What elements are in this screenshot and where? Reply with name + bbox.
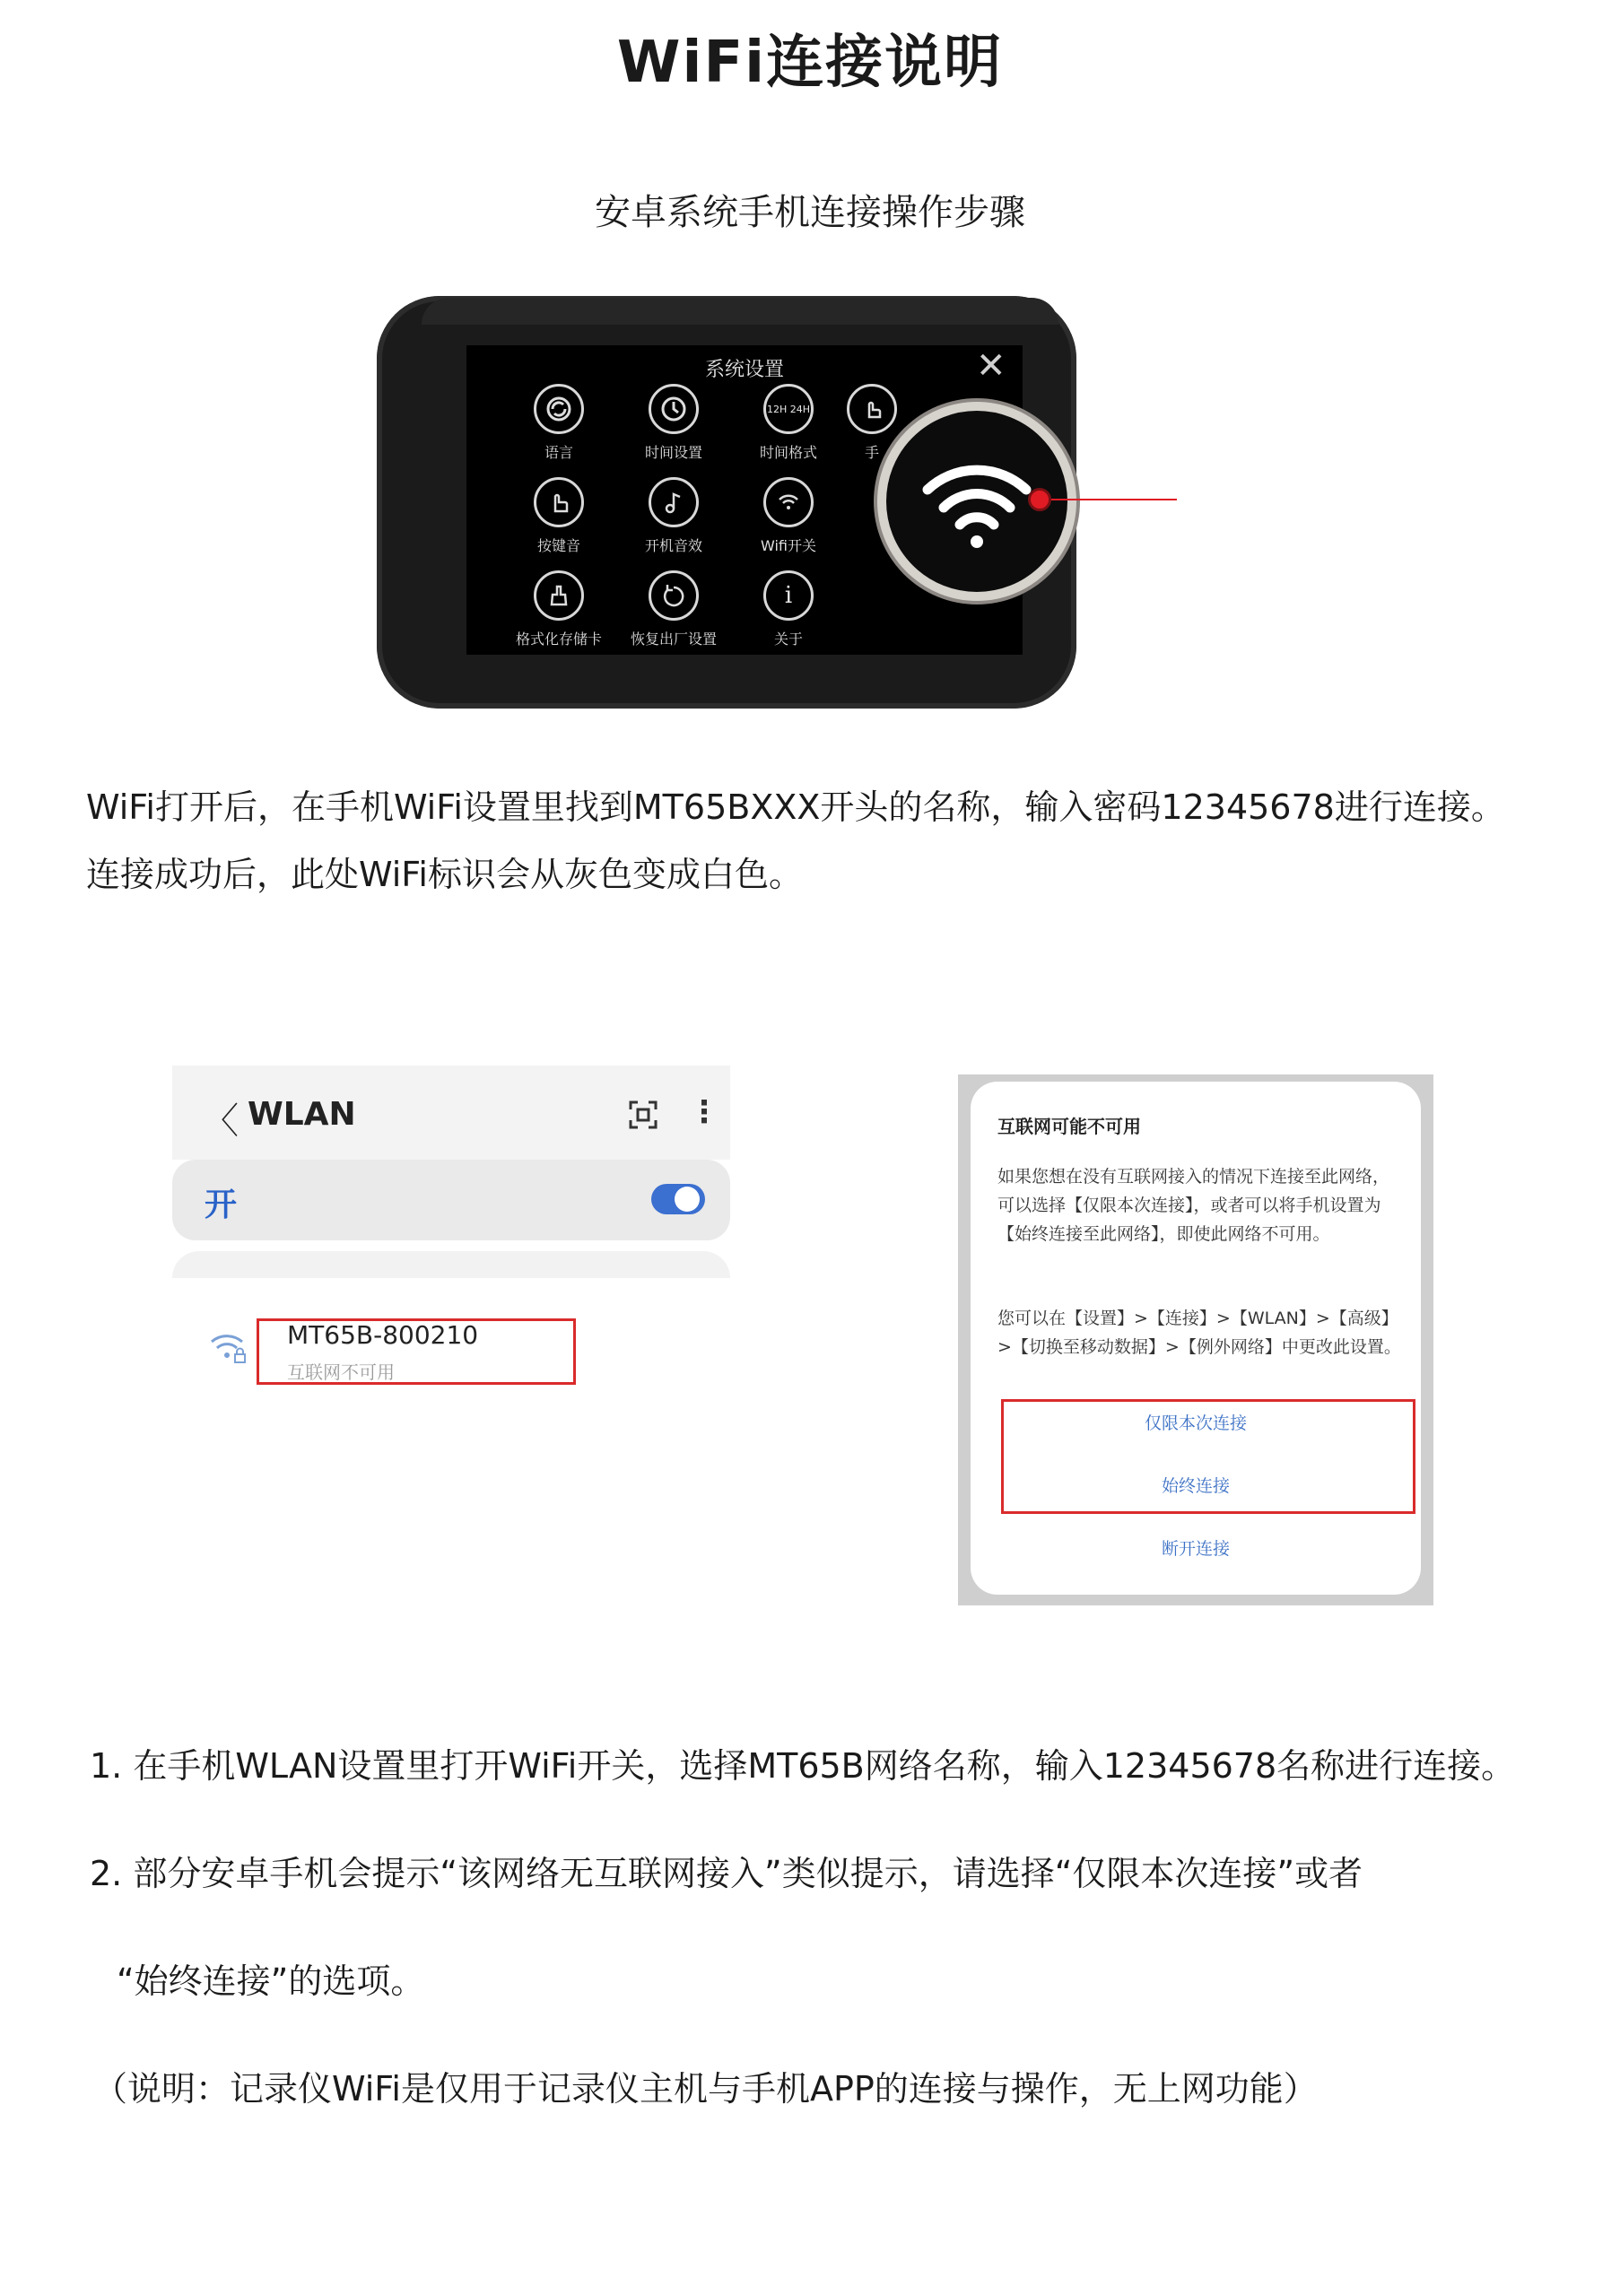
list-separator <box>172 1251 730 1278</box>
dialog-title: 互联网可能不可用 <box>997 1116 1141 1137</box>
hand-tap-icon <box>534 477 584 527</box>
highlight-box-network <box>257 1318 576 1385</box>
dialog-tip: 您可以在【设置】>【连接】>【WLAN】>【高级】>【切换至移动数据】>【例外网络】中更改此设置。 <box>997 1309 1401 1357</box>
setting-label: 语言 <box>544 444 573 461</box>
wlan-toggle-row[interactable] <box>172 1160 730 1240</box>
brush-icon <box>534 570 584 621</box>
intro-line-1: WiFi打开后，在手机WiFi设置里找到MT65BXXX开头的名称，输入密码12345678进行连接。 <box>86 787 1505 827</box>
setting-time-format <box>730 384 847 462</box>
setting-about <box>730 570 847 648</box>
info-icon: i <box>763 570 814 621</box>
wifi-lock-icon <box>208 1329 248 1369</box>
wlan-on-label: 开 <box>205 1187 238 1223</box>
language-icon <box>534 384 584 434</box>
note: （说明：记录仪WiFi是仅用于记录仪主机与手机APP的连接与操作，无上网功能） <box>93 2069 1318 2109</box>
dialog-body: 如果您想在没有互联网接入的情况下连接至此网络，可以选择【仅限本次连接】，或者可以将手机设置为【始终连接至此网络】，即使此网络不可用。 <box>997 1167 1390 1244</box>
wlan-title: WLAN <box>248 1096 356 1133</box>
restore-icon <box>649 570 699 621</box>
back-icon[interactable]: 〈 <box>203 1100 239 1142</box>
setting-label: 格式化存储卡 <box>515 631 602 648</box>
setting-wifi-switch <box>730 477 847 555</box>
setting-label: 恢复出厂设置 <box>630 631 717 648</box>
setting-label: 关于 <box>773 631 803 648</box>
page-title: WiFi连接说明 <box>616 30 1004 96</box>
setting-label: 时间格式 <box>759 444 817 461</box>
setting-factory-reset <box>615 570 732 648</box>
close-icon: ✕ <box>976 345 1006 387</box>
setting-key-sound <box>501 477 617 555</box>
step-1: 1. 在手机WLAN设置里打开WiFi开关，选择MT65B网络名称，输入12345678名称进行连接。 <box>90 1746 1516 1786</box>
device-top-edge <box>422 298 1058 325</box>
wifi-icon <box>763 477 814 527</box>
setting-format-card <box>501 570 617 648</box>
device-screen-title: 系统设置 <box>704 359 784 381</box>
setting-boot-sound <box>615 477 732 555</box>
step-2-line-1: 2. 部分安卓手机会提示“该网络无互联网接入”类似提示，请选择“仅限本次连接”或者 <box>90 1854 1363 1893</box>
setting-label: 按键音 <box>536 537 580 554</box>
12h-24h-icon: 12H 24H <box>763 384 814 434</box>
qr-scan-icon[interactable] <box>628 1100 658 1134</box>
always-connect-button[interactable]: 始终连接 <box>1161 1476 1230 1496</box>
setting-language <box>501 384 617 462</box>
disconnect-button[interactable]: 断开连接 <box>1161 1539 1230 1559</box>
setting-time <box>615 384 732 462</box>
music-note-icon <box>649 477 699 527</box>
setting-label: Wifi开关 <box>761 537 816 554</box>
more-options-icon[interactable]: ⋮ <box>689 1094 719 1130</box>
highlight-box-options <box>1001 1399 1415 1514</box>
page-subtitle: 安卓系统手机连接操作步骤 <box>595 192 1025 233</box>
callout-line <box>1051 499 1177 500</box>
setting-label: 开机音效 <box>644 537 702 554</box>
clock-icon <box>649 384 699 434</box>
highlight-dot <box>1028 488 1051 511</box>
intro-line-2: 连接成功后，此处WiFi标识会从灰色变成白色。 <box>86 855 803 894</box>
setting-label: 时间设置 <box>644 444 702 461</box>
step-2-line-2: “始终连接”的选项。 <box>117 1961 425 2001</box>
setting-label: 手 <box>864 444 879 461</box>
network-status: 互联网不可用 <box>287 1361 395 1383</box>
network-name[interactable]: MT65B-800210 <box>287 1320 479 1350</box>
connect-once-button[interactable]: 仅限本次连接 <box>1144 1413 1247 1433</box>
toggle-knob <box>675 1187 700 1212</box>
